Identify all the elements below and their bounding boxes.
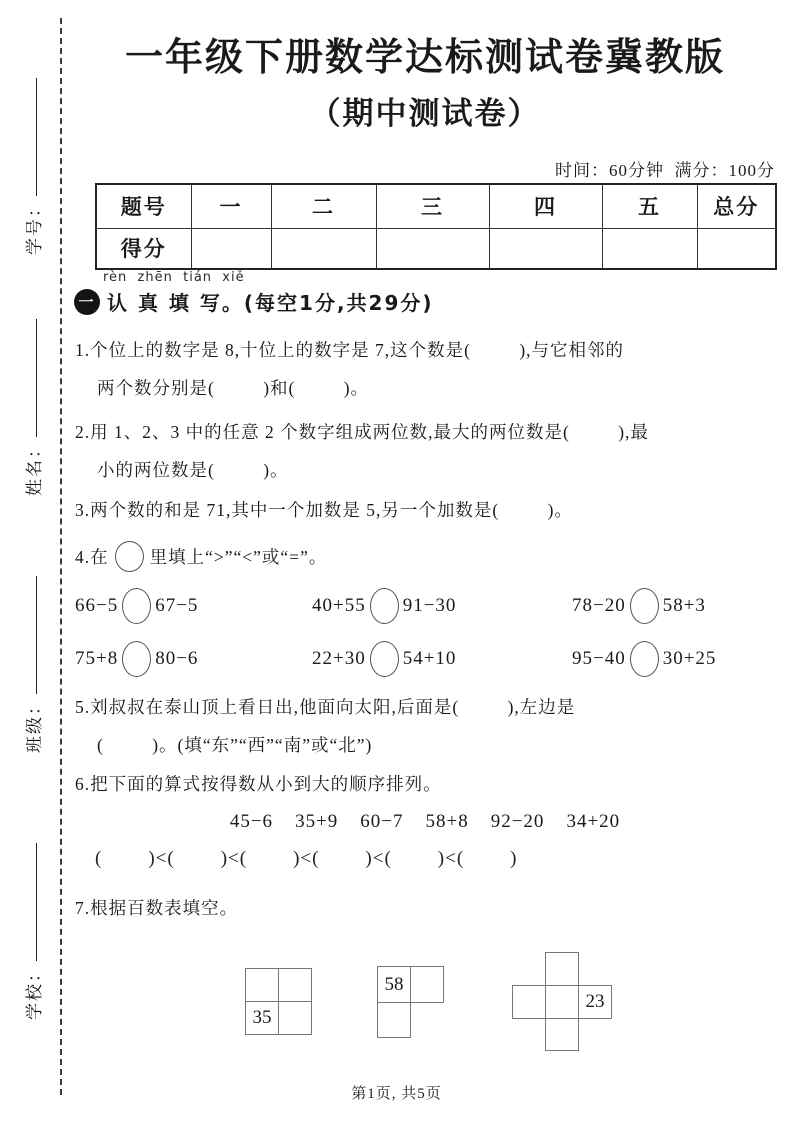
col-total: 总分 xyxy=(697,184,776,228)
question-4-row-2 xyxy=(75,641,780,683)
margin-field-student-id xyxy=(15,75,49,255)
expression: 45−6 xyxy=(229,811,274,832)
col-question-number: 题号 xyxy=(96,184,191,228)
class-blank[interactable] xyxy=(36,576,37,694)
score-cell[interactable] xyxy=(271,228,376,269)
compare-circle[interactable] xyxy=(122,588,151,624)
compare-right: 58+3 xyxy=(662,595,706,616)
compare-left: 40+55 xyxy=(312,595,366,616)
hundred-chart-figure-2 xyxy=(377,966,445,1038)
question-4-suffix: 里填上“>”“<”或“=”。 xyxy=(149,547,328,567)
question-1-line-1: 1.个位上的数字是 8,十位上的数字是 7,这个数是( ),与它相邻的 xyxy=(75,340,625,360)
margin-field-name xyxy=(15,316,49,496)
compare-right: 67−5 xyxy=(155,595,199,616)
figure-cell-blank[interactable] xyxy=(278,1001,312,1035)
question-7-prompt: 7.根据百数表填空。 xyxy=(75,898,239,918)
time-score-info: 时间：60分钟 满分：100分 xyxy=(555,161,775,180)
margin-field-class xyxy=(15,573,49,753)
compare-circle[interactable] xyxy=(370,641,399,677)
compare-item xyxy=(312,641,456,677)
figure-cell-value: 23 xyxy=(585,991,605,1012)
score-table xyxy=(95,183,777,270)
question-5-line-2: ( )。(填“东”“西”“南”或“北”) xyxy=(97,735,373,755)
expression: 35+9 xyxy=(295,811,339,832)
figure-cell-blank[interactable] xyxy=(245,968,279,1002)
question-3: 3.两个数的和是 71,其中一个加数是 5,另一个加数是( )。 xyxy=(75,500,573,520)
binding-dashed-line xyxy=(60,18,62,1095)
hundred-chart-figure-3 xyxy=(512,952,612,1051)
question-6-expressions xyxy=(75,811,775,833)
compare-item xyxy=(312,588,456,624)
score-table-header-row xyxy=(96,184,776,228)
compare-left: 22+30 xyxy=(312,648,366,669)
compare-right: 54+10 xyxy=(402,648,457,669)
question-4-row-1 xyxy=(75,588,780,630)
compare-circle-example xyxy=(115,541,144,572)
question-6-prompt: 6.把下面的算式按得数从小到大的顺序排列。 xyxy=(75,774,442,794)
page-subtitle: （期中测试卷） xyxy=(309,96,541,131)
school-blank[interactable] xyxy=(36,843,37,961)
question-4-prompt xyxy=(75,541,780,572)
figure-center-cell[interactable] xyxy=(545,985,579,1019)
row-label-score: 得分 xyxy=(96,228,191,269)
compare-item xyxy=(75,588,198,624)
page-title: 一年级下册数学达标测试卷冀教版 xyxy=(124,37,725,79)
question-2-line-1: 2.用 1、2、3 中的任意 2 个数字组成两位数,最大的两位数是( ),最 xyxy=(75,422,649,442)
col-section-3: 三 xyxy=(376,184,489,228)
col-section-4: 四 xyxy=(489,184,602,228)
figure-cell-value: 35 xyxy=(245,1001,279,1035)
compare-circle[interactable] xyxy=(370,588,399,624)
compare-right: 91−30 xyxy=(402,595,457,616)
figure-cell-blank[interactable] xyxy=(278,968,312,1002)
question-5-line-1: 5.刘叔叔在泰山顶上看日出,他面向太阳,后面是( ),左边是 xyxy=(75,697,576,717)
compare-item xyxy=(572,588,706,624)
score-cell[interactable] xyxy=(697,228,776,269)
compare-left: 66−5 xyxy=(75,595,119,616)
score-cell[interactable] xyxy=(489,228,602,269)
score-table-score-row xyxy=(96,228,776,269)
section-1-header xyxy=(74,287,434,316)
question-4-prefix: 4.在 xyxy=(75,547,109,567)
hundred-chart-figure-1 xyxy=(245,968,313,1036)
compare-item xyxy=(75,641,198,677)
expression: 60−7 xyxy=(360,811,404,832)
question-6-ordering-blanks[interactable]: ( )<( )<( )<( )<( )<( ) xyxy=(95,848,518,869)
question-1-line-2: 两个数分别是( )和( )。 xyxy=(97,378,370,398)
col-section-1: 一 xyxy=(191,184,271,228)
expression: 58+8 xyxy=(425,811,469,832)
score-cell[interactable] xyxy=(602,228,697,269)
figure-cell-blank[interactable] xyxy=(377,1002,411,1038)
expression: 34+20 xyxy=(566,811,621,832)
margin-field-school xyxy=(15,840,49,1020)
compare-circle[interactable] xyxy=(630,588,659,624)
figure-cell-blank[interactable] xyxy=(410,966,444,1003)
compare-circle[interactable] xyxy=(122,641,151,677)
class-label: 班级： xyxy=(24,696,44,753)
figure-cell-value: 58 xyxy=(377,966,411,1003)
question-2-line-2: 小的两位数是( )。 xyxy=(97,460,289,480)
score-cell[interactable] xyxy=(191,228,271,269)
compare-left: 95−40 xyxy=(572,648,626,669)
compare-right: 30+25 xyxy=(662,648,717,669)
pinyin-annotation: rèn zhēn tián xiě xyxy=(103,270,245,285)
compare-item xyxy=(572,641,716,677)
page-number: 第1页, 共5页 xyxy=(351,1086,442,1102)
col-section-2: 二 xyxy=(271,184,376,228)
school-label: 学校： xyxy=(24,963,44,1020)
student-id-label: 学号： xyxy=(24,198,44,255)
score-cell[interactable] xyxy=(376,228,489,269)
compare-circle[interactable] xyxy=(630,641,659,677)
expression: 92−20 xyxy=(490,811,545,832)
compare-left: 78−20 xyxy=(572,595,626,616)
name-label: 姓名： xyxy=(24,439,44,496)
name-blank[interactable] xyxy=(36,319,37,437)
section-1-title: 认 真 填 写。(每空1分,共29分) xyxy=(107,291,434,315)
compare-left: 75+8 xyxy=(75,648,119,669)
section-number-icon: 一 xyxy=(74,289,100,315)
col-section-5: 五 xyxy=(602,184,697,228)
compare-right: 80−6 xyxy=(155,648,199,669)
student-id-blank[interactable] xyxy=(36,78,37,196)
